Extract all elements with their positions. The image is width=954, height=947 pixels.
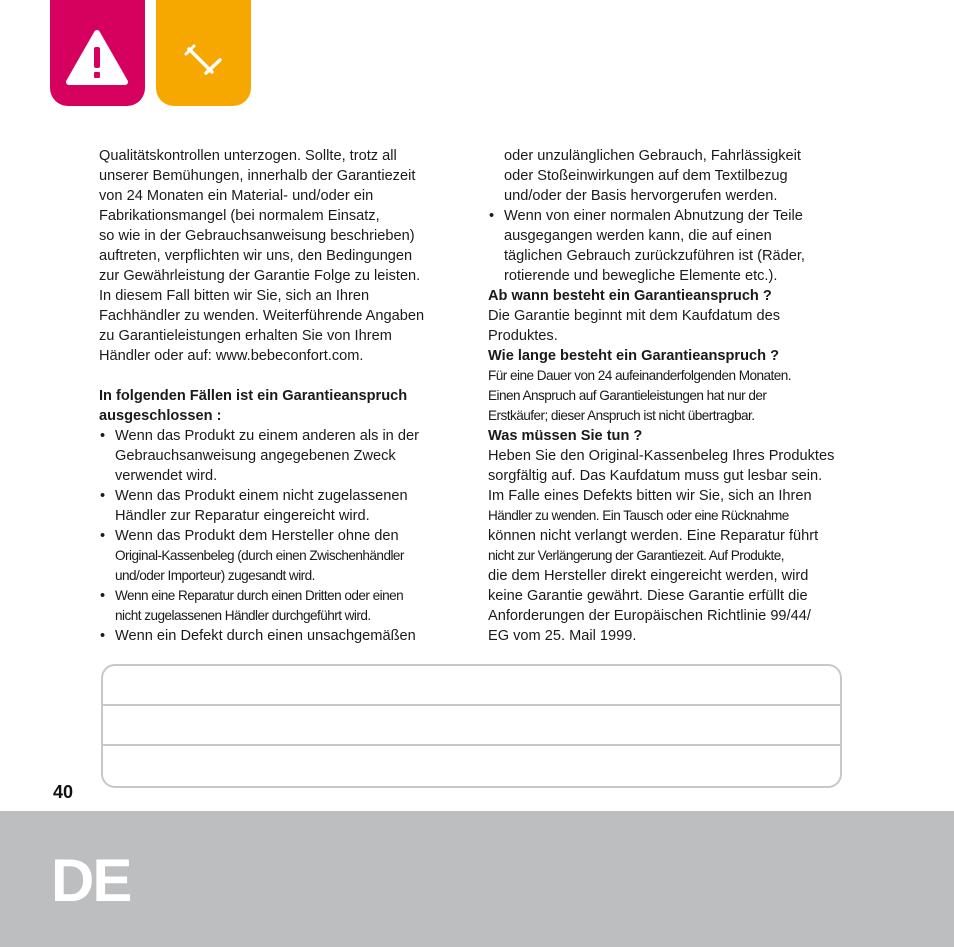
page-number: 40 (53, 782, 74, 802)
list-item: • Wenn das Produkt dem Hersteller ohne den Original-Kassenbeleg (durch einen Zwischenhändler und/oder Importeur) zugesandt wird. (99, 526, 461, 586)
intro-line: unserer Bemühungen, innerhalb der Garantiezeit (99, 168, 416, 184)
intro-line: Fabrikationsmangel (bei normalem Einsatz, (99, 208, 380, 224)
right-column (488, 146, 850, 646)
list-item: • Wenn eine Reparatur durch einen Dritten oder einen nicht zugelassenen Händler durchgeführt wird. (99, 586, 461, 626)
intro-line: In diesem Fall bitten wir Sie, sich an Ihren (99, 288, 370, 304)
intro-line: Händler oder auf: www.bebeconfort.com. (99, 348, 364, 364)
answer-paragraph: Für eine Dauer von 24 aufeinanderfolgenden Monaten. Einen Anspruch auf Garantieleistungen hat nur der Erstkäufer; dieser Anspruch ist nicht übertragbar. (488, 368, 791, 423)
intro-paragraph (99, 146, 461, 366)
notes-box (101, 664, 842, 788)
left-column (99, 146, 461, 646)
list-item: • Wenn das Produkt zu einem anderen als in der Gebrauchsanweisung angegebenen Zweck verwendet wird. (99, 426, 461, 486)
intro-line: so wie in der Gebrauchsanweisung beschrieben) (99, 228, 415, 244)
tools-icon (156, 0, 251, 106)
intro-line: Qualitätskontrollen unterzogen. Sollte, trotz all (99, 148, 397, 164)
list-item: • Wenn von einer normalen Abnutzung der Teile ausgegangen werden kann, die auf einen täglichen Gebrauch zurückzuführen ist (Räder, rotierende und bewegliche Elemente etc.). (488, 206, 850, 286)
exclusion-heading: In folgenden Fällen ist ein Garantieanspruch ausgeschlossen : (99, 388, 408, 424)
bullet-continuation: oder unzulänglichen Gebrauch, Fahrlässigkeit oder Stoßeinwirkungen auf dem Textilbezug und/oder der Basis hervorgerufen werden. (504, 148, 801, 204)
notes-rule (103, 744, 840, 746)
question-heading: Ab wann besteht ein Garantieanspruch ? (488, 288, 772, 304)
intro-line: Fachhändler zu wenden. Weiterführende Angaben (99, 308, 425, 324)
list-item: • Wenn das Produkt einem nicht zugelassenen Händler zur Reparatur eingereicht wird. (99, 486, 461, 526)
question-heading: Wie lange besteht ein Garantieanspruch ? (488, 348, 779, 364)
intro-line: zur Gewährleistung der Garantie Folge zu leisten. (99, 268, 421, 284)
intro-line: von 24 Monaten ein Material- und/oder ein (99, 188, 374, 204)
list-item: • Wenn ein Defekt durch einen unsachgemäßen (99, 626, 461, 646)
intro-line: auftreten, verpflichten wir uns, den Bedingungen (99, 248, 413, 264)
notes-rule (103, 704, 840, 706)
intro-line: zu Garantieleistungen erhalten Sie von Ihrem (99, 328, 392, 344)
warning-tab (50, 0, 145, 106)
warning-triangle-icon (50, 0, 145, 106)
language-code: DE (51, 847, 131, 914)
tools-tab (156, 0, 251, 106)
footer-band (0, 811, 954, 947)
answer-paragraph: Die Garantie beginnt mit dem Kaufdatum des Produktes. (488, 308, 781, 344)
answer-paragraph: Heben Sie den Original-Kassenbeleg Ihres Produktes sorgfältig auf. Das Kaufdatum muss gut lesbar sein. Im Falle eines Defekts bitten wir Sie, sich an Ihren Händler zu wenden. Ein Tausch oder eine Rücknahme können nicht verlangt werden. Eine Reparatur führt nicht zur Verlängerung der Garantiezeit. Auf Produkte, die dem Hersteller direkt eingereicht werden, wird keine Garantie gewährt. Diese Garantie erfüllt die Anforderungen der Europäischen Richtlinie 99/44/ EG vom 25. Mail 1999. (488, 448, 835, 644)
question-heading: Was müssen Sie tun ? (488, 428, 643, 444)
